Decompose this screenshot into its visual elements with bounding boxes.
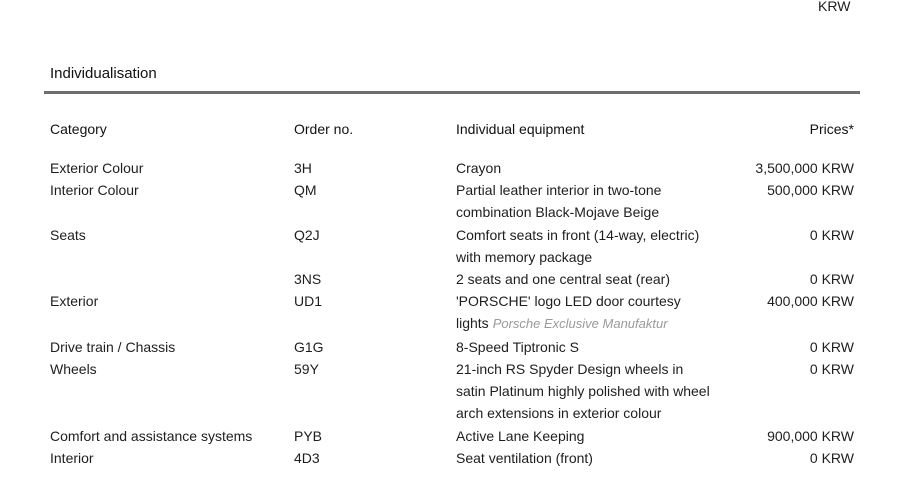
row-equipment: Seat ventilation (front) <box>456 450 593 466</box>
row-equipment: Partial leather interior in two-tone combination Black-Mojave Beige <box>456 182 662 220</box>
row-price: 0 KRW <box>809 339 854 355</box>
row-category: Seats <box>50 227 86 243</box>
row-equipment: 8-Speed Tiptronic S <box>456 339 579 355</box>
row-price: 3,500,000 KRW <box>755 160 854 176</box>
row-order-no: 3H <box>294 160 312 176</box>
header-equipment: Individual equipment <box>456 121 585 137</box>
row-price: 500,000 KRW <box>767 182 854 198</box>
row-order-no: 4D3 <box>294 450 320 466</box>
row-order-no: Q2J <box>294 227 320 243</box>
section-divider <box>44 91 860 94</box>
row-category: Wheels <box>50 361 97 377</box>
manufaktur-note: Porsche Exclusive Manufaktur <box>492 316 668 331</box>
row-price: 0 KRW <box>809 227 854 243</box>
header-category: Category <box>50 121 107 137</box>
row-equipment: Comfort seats in front (14-way, electric) with memory package <box>456 227 700 265</box>
row-equipment: Crayon <box>456 160 502 176</box>
row-equipment: 21-inch RS Spyder Design wheels in satin Platinum highly polished with wheel arch extensions in exterior colour <box>456 361 710 421</box>
row-order-no: 3NS <box>294 271 322 287</box>
previous-section-fragment <box>0 0 910 14</box>
row-order-no: PYB <box>294 428 323 444</box>
row-category: Drive train / Chassis <box>50 339 176 355</box>
row-price: 0 KRW <box>809 271 854 287</box>
row-price: 0 KRW <box>809 361 854 377</box>
row-equipment: 'PORSCHE' logo LED door courtesy lights Porsche Exclusive Manufaktur <box>456 293 681 331</box>
row-category: Interior <box>50 450 94 466</box>
row-equipment: 2 seats and one central seat (rear) <box>456 271 671 287</box>
row-price: 0 KRW <box>809 450 854 466</box>
row-order-no: QM <box>294 182 317 198</box>
row-category: Exterior Colour <box>50 160 144 176</box>
header-prices: Prices* <box>809 121 854 137</box>
row-equipment: Active Lane Keeping <box>456 428 585 444</box>
cut-price-currency: KRW <box>818 0 851 14</box>
row-order-no: UD1 <box>294 293 323 309</box>
row-category: Comfort and assistance systems <box>50 428 253 444</box>
header-order-no: Order no. <box>294 121 354 137</box>
row-price: 900,000 KRW <box>767 428 854 444</box>
row-price: 400,000 KRW <box>767 293 854 309</box>
row-category: Interior Colour <box>50 182 139 198</box>
row-order-no: 59Y <box>294 361 319 377</box>
row-category: Exterior <box>50 293 99 309</box>
row-order-no: G1G <box>294 339 324 355</box>
section-title: Individualisation <box>50 65 157 82</box>
